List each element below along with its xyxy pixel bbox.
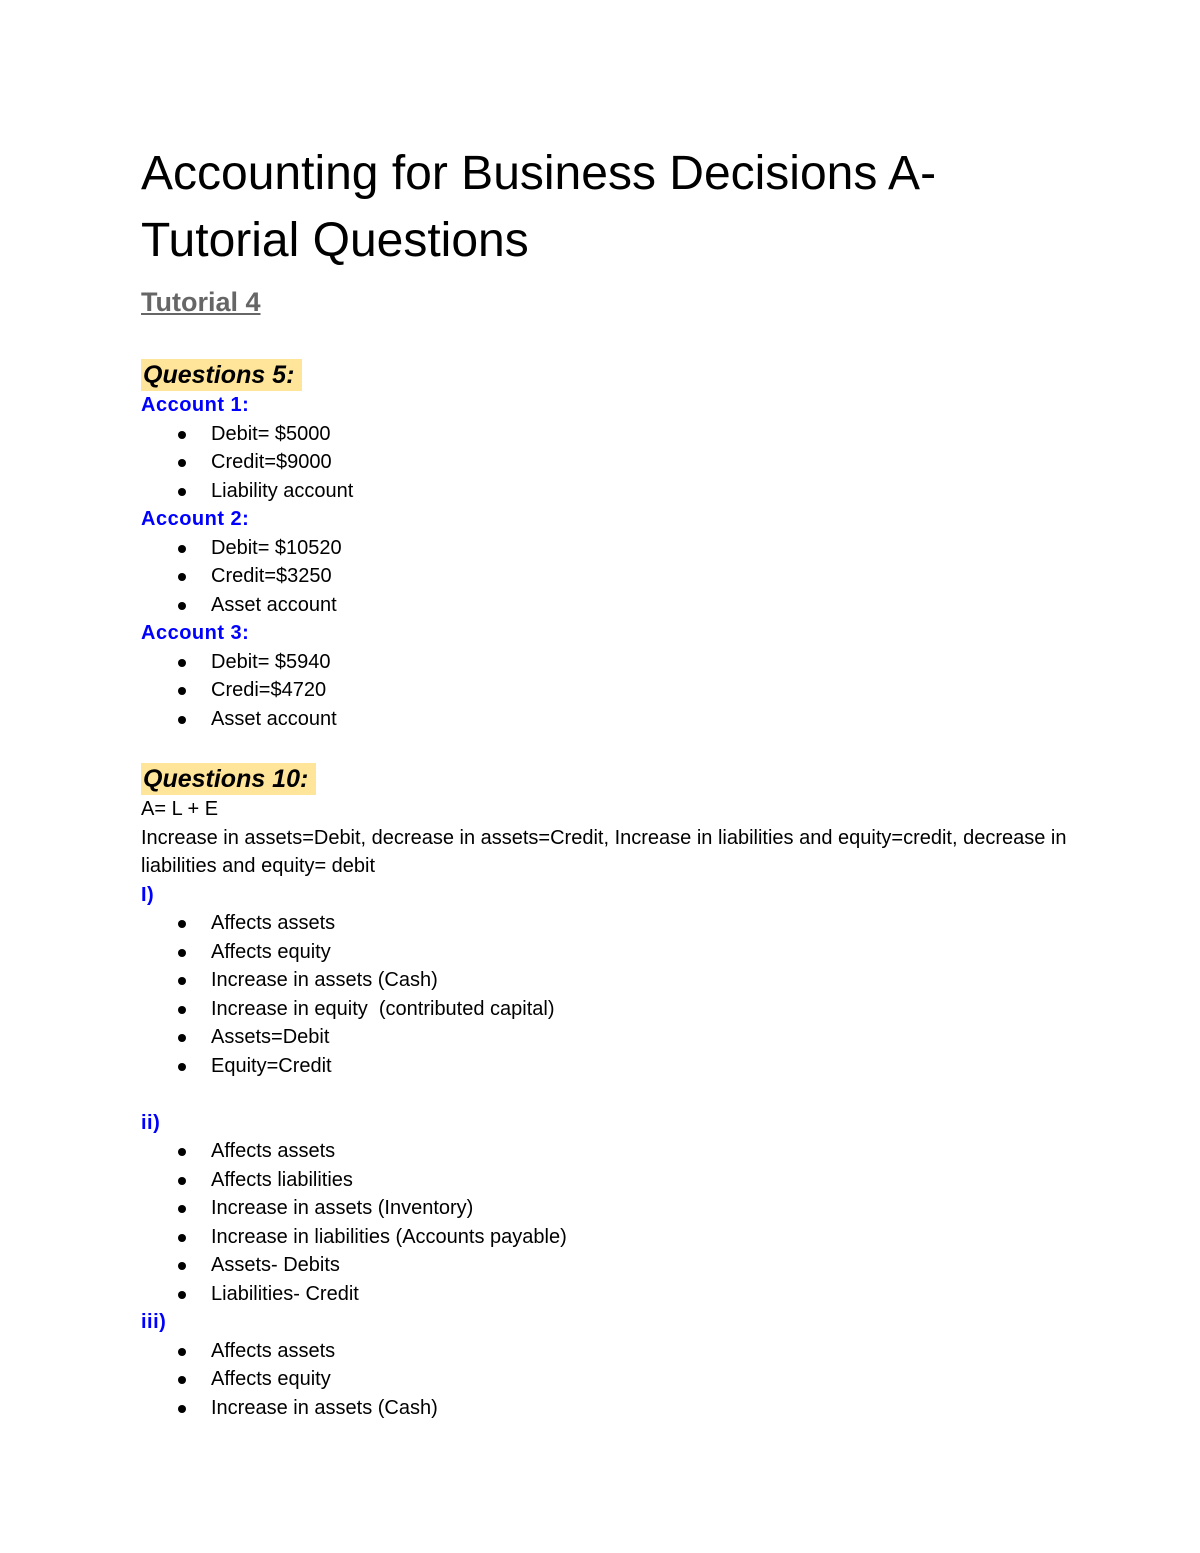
list-item: Liabilities- Credit	[141, 1280, 1081, 1309]
list-item: Affects assets	[141, 909, 1081, 938]
part-iii-label: iii)	[141, 1311, 167, 1333]
part-i-list	[141, 909, 1081, 1080]
list-item: Affects assets	[141, 1337, 1081, 1366]
part-i-label: I)	[141, 883, 155, 906]
list-item: Asset account	[141, 591, 1081, 620]
account-2-section	[141, 505, 1081, 619]
part-ii-label: ii)	[141, 1111, 161, 1134]
list-item: Asset account	[141, 705, 1081, 734]
part-ii-section	[141, 1109, 1081, 1309]
list-item: Increase in assets (Cash)	[141, 1394, 1081, 1423]
account-3-list	[141, 648, 1081, 734]
question-5-heading: Questions 5:	[141, 359, 302, 391]
blank-line	[141, 1080, 1081, 1109]
account-1-label: Account 1:	[141, 394, 250, 416]
document-page	[141, 140, 1081, 1422]
list-item: Credit=$9000	[141, 448, 1081, 477]
question-10-heading: Questions 10:	[141, 763, 316, 795]
part-iii-section	[141, 1308, 1081, 1422]
account-1-list	[141, 420, 1081, 506]
list-item: Credit=$3250	[141, 562, 1081, 591]
account-1-section	[141, 391, 1081, 505]
list-item: Liability account	[141, 477, 1081, 506]
tutorial-heading: Tutorial 4	[141, 287, 261, 317]
account-3-label: Account 3:	[141, 622, 250, 644]
list-item: Debit= $10520	[141, 534, 1081, 563]
list-item: Increase in assets (Inventory)	[141, 1194, 1081, 1223]
accounting-equation: A= L + E	[141, 798, 219, 820]
document-title: Accounting for Business Decisions A- Tutorial Questions	[141, 147, 937, 267]
list-item: Assets- Debits	[141, 1251, 1081, 1280]
part-iii-list	[141, 1337, 1081, 1423]
list-item: Equity=Credit	[141, 1052, 1081, 1081]
list-item: Assets=Debit	[141, 1023, 1081, 1052]
list-item: Debit= $5940	[141, 648, 1081, 677]
account-2-label: Account 2:	[141, 508, 250, 530]
list-item: Affects equity	[141, 938, 1081, 967]
list-item: Affects assets	[141, 1137, 1081, 1166]
list-item: Increase in assets (Cash)	[141, 966, 1081, 995]
list-item: Debit= $5000	[141, 420, 1081, 449]
account-2-list	[141, 534, 1081, 620]
list-item: Credi=$4720	[141, 676, 1081, 705]
list-item: Increase in liabilities (Accounts payable)	[141, 1223, 1081, 1252]
list-item: Affects liabilities	[141, 1166, 1081, 1195]
part-i-section	[141, 881, 1081, 1081]
list-item: Affects equity	[141, 1365, 1081, 1394]
list-item: Increase in equity (contributed capital)	[141, 995, 1081, 1024]
debit-credit-rules: Increase in assets=Debit, decrease in assets=Credit, Increase in liabilities and equity=credit, decrease in liabilities and equity= debit	[141, 826, 1067, 877]
part-ii-list	[141, 1137, 1081, 1308]
account-3-section	[141, 619, 1081, 733]
